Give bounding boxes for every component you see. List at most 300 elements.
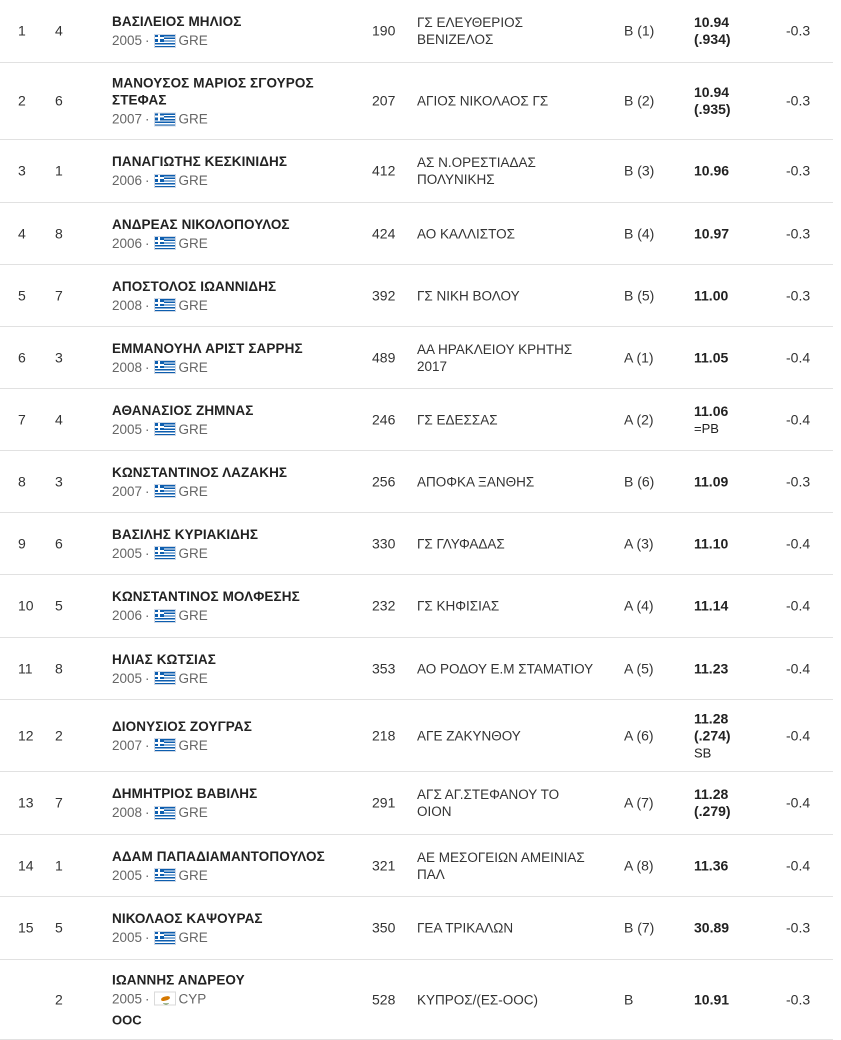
athlete-name-line: ΜΑΝΟΥΣΟΣ ΜΑΡΙΟΣ ΣΓΟΥΡΟΣ bbox=[112, 75, 314, 91]
wind-cell: -0.3 bbox=[786, 919, 811, 936]
country-code: GRE bbox=[178, 670, 208, 686]
greece-flag-icon bbox=[154, 868, 176, 882]
heat-cell: Α (4) bbox=[624, 597, 654, 614]
athlete-meta bbox=[112, 297, 362, 314]
wind-cell: -0.3 bbox=[786, 225, 811, 241]
greece-flag-icon bbox=[154, 174, 176, 188]
mark-cell bbox=[694, 660, 728, 677]
club-name-line: ΑΕ ΜΕΣΟΓΕΙΩΝ ΑΜΕΙΝΙΑΣ bbox=[417, 849, 585, 865]
place-cell: 2 bbox=[18, 92, 26, 109]
mark-line: (.279) bbox=[694, 803, 731, 819]
athlete-cell bbox=[112, 526, 362, 562]
athlete-name-line: ΕΜΜΑΝΟΥΗΛ ΑΡΙΣΤ ΣΑΡΡΗΣ bbox=[112, 340, 303, 356]
lane-cell: 1 bbox=[55, 857, 63, 873]
table-row[interactable] bbox=[0, 451, 833, 513]
athlete-meta bbox=[112, 172, 362, 189]
bib-cell: 321 bbox=[372, 857, 396, 873]
separator-dot: · bbox=[145, 867, 150, 883]
club-cell[interactable] bbox=[417, 154, 612, 188]
mark-note: =PB bbox=[694, 420, 719, 436]
country-code: CYP bbox=[178, 991, 207, 1006]
athlete-meta bbox=[112, 32, 362, 49]
club-cell[interactable] bbox=[417, 920, 612, 937]
club-name-line: ΑΓΙΟΣ ΝΙΚΟΛΑΟΣ ΓΣ bbox=[417, 93, 549, 109]
table-row[interactable] bbox=[0, 513, 833, 575]
mark-cell bbox=[694, 403, 728, 437]
heat-cell: Β (6) bbox=[624, 473, 655, 489]
athlete-meta bbox=[112, 545, 362, 562]
athlete-name-link[interactable] bbox=[112, 402, 362, 419]
athlete-name-line: ΗΛΙΑΣ ΚΩΤΣΙΑΣ bbox=[112, 651, 216, 667]
birth-year: 2005 bbox=[112, 867, 143, 883]
table-row[interactable] bbox=[0, 897, 833, 960]
birth-year: 2005 bbox=[112, 930, 143, 945]
club-name-line: ΑΓΣ ΑΓ.ΣΤΕΦΑΝΟΥ ΤΟ bbox=[417, 787, 560, 802]
mark-cell bbox=[694, 14, 731, 48]
athlete-meta bbox=[112, 804, 362, 821]
country-code: GRE bbox=[178, 483, 208, 499]
separator-dot: · bbox=[145, 33, 150, 48]
country-code: GRE bbox=[178, 545, 208, 561]
athlete-name-line: ΝΙΚΟΛΑΟΣ ΚΑΨΟΥΡΑΣ bbox=[112, 911, 263, 926]
place-cell: 5 bbox=[18, 287, 26, 303]
athlete-cell bbox=[112, 588, 362, 624]
mark-cell bbox=[694, 598, 728, 615]
athlete-name-link[interactable] bbox=[112, 75, 362, 109]
athlete-cell bbox=[112, 848, 362, 884]
separator-dot: · bbox=[145, 483, 150, 499]
country-code: GRE bbox=[178, 235, 208, 251]
club-name-line: ΒΕΝΙΖΕΛΟΣ bbox=[417, 32, 494, 47]
club-name-line: ΚΥΠΡΟΣ/(ΕΣ-ΟΟC) bbox=[417, 992, 538, 1007]
club-cell[interactable] bbox=[417, 225, 612, 242]
club-cell[interactable] bbox=[417, 727, 612, 744]
country-code: GRE bbox=[178, 805, 208, 820]
heat-cell: Β (7) bbox=[624, 919, 655, 936]
club-cell[interactable] bbox=[417, 93, 612, 110]
bib-cell: 424 bbox=[372, 225, 396, 241]
country-code: GRE bbox=[178, 867, 208, 883]
place-cell: 8 bbox=[18, 473, 26, 489]
place-cell: 7 bbox=[18, 411, 26, 427]
separator-dot: · bbox=[145, 111, 150, 127]
club-cell[interactable] bbox=[417, 287, 612, 304]
place-cell: 12 bbox=[18, 727, 34, 743]
place-cell: 14 bbox=[18, 857, 34, 873]
separator-dot: · bbox=[145, 359, 150, 375]
club-name-line: ΑΣ Ν.ΟΡΕΣΤΙΑΔΑΣ bbox=[417, 155, 536, 170]
greece-flag-icon bbox=[154, 112, 176, 126]
table-row[interactable] bbox=[0, 265, 833, 327]
country-code: GRE bbox=[178, 111, 208, 127]
club-name-line: ΓΣ ΝΙΚΗ ΒΟΛΟΥ bbox=[417, 288, 520, 303]
mark-line: 11.09 bbox=[694, 473, 729, 489]
wind-cell: -0.3 bbox=[786, 991, 811, 1007]
birth-year: 2005 bbox=[112, 545, 143, 561]
athlete-meta bbox=[112, 867, 362, 884]
table-row[interactable] bbox=[0, 389, 833, 451]
mark-line: (.935) bbox=[694, 101, 731, 117]
lane-cell: 2 bbox=[55, 727, 63, 743]
birth-year: 2005 bbox=[112, 421, 143, 437]
country-code: GRE bbox=[178, 421, 208, 437]
athlete-cell bbox=[112, 464, 362, 500]
place-cell: 13 bbox=[18, 794, 34, 811]
wind-cell: -0.3 bbox=[786, 92, 811, 109]
club-cell[interactable] bbox=[417, 991, 612, 1008]
athlete-cell bbox=[112, 75, 362, 128]
mark-line: 11.28 bbox=[694, 786, 729, 802]
athlete-name-link[interactable] bbox=[112, 526, 362, 543]
birth-year: 2005 bbox=[112, 33, 143, 48]
heat-cell: Α (2) bbox=[624, 411, 654, 427]
athlete-meta bbox=[112, 421, 362, 438]
birth-year: 2005 bbox=[112, 991, 143, 1006]
bib-cell: 412 bbox=[372, 162, 396, 179]
athlete-cell bbox=[112, 651, 362, 687]
athlete-name-link[interactable] bbox=[112, 971, 362, 988]
heat-cell: Α (7) bbox=[624, 794, 654, 811]
lane-cell: 8 bbox=[55, 660, 63, 676]
athlete-meta bbox=[112, 607, 362, 624]
club-name-line: ΑΟ ΡΟΔΟΥ Ε.Μ ΣΤΑΜΑΤΙΟΥ bbox=[417, 661, 594, 676]
athlete-name-link[interactable] bbox=[112, 340, 362, 357]
place-cell: 6 bbox=[18, 349, 26, 365]
lane-cell: 1 bbox=[55, 162, 63, 179]
athlete-name-link[interactable] bbox=[112, 651, 362, 668]
athlete-name-link[interactable] bbox=[112, 910, 362, 927]
wind-cell: -0.3 bbox=[786, 287, 811, 303]
greece-flag-icon bbox=[154, 360, 176, 374]
separator-dot: · bbox=[145, 608, 150, 623]
greece-flag-icon bbox=[154, 484, 176, 498]
mark-line: 11.00 bbox=[694, 287, 729, 303]
birth-year: 2008 bbox=[112, 297, 143, 313]
place-cell: 11 bbox=[18, 660, 33, 676]
athlete-cell bbox=[112, 13, 362, 49]
table-row[interactable] bbox=[0, 700, 833, 772]
club-cell[interactable] bbox=[417, 14, 612, 48]
athlete-cell bbox=[112, 718, 362, 754]
birth-year: 2005 bbox=[112, 670, 143, 686]
club-cell[interactable] bbox=[417, 598, 612, 615]
club-name-line: ΠΟΛΥΝΙΚΗΣ bbox=[417, 172, 495, 187]
athlete-name-link[interactable] bbox=[112, 216, 362, 233]
table-row[interactable] bbox=[0, 835, 833, 897]
birth-year: 2008 bbox=[112, 805, 143, 820]
country-code: GRE bbox=[178, 608, 208, 623]
mark-line: 11.05 bbox=[694, 349, 729, 365]
country-code: GRE bbox=[178, 297, 208, 313]
birth-year: 2007 bbox=[112, 111, 143, 127]
mark-cell bbox=[694, 710, 731, 761]
club-name-line: ΟΙΟΝ bbox=[417, 804, 452, 819]
bib-cell: 256 bbox=[372, 473, 396, 489]
separator-dot: · bbox=[145, 930, 150, 945]
club-name-line: ΠΑΛ bbox=[417, 866, 445, 882]
mark-cell bbox=[694, 991, 729, 1008]
club-name-line: ΓΣ ΚΗΦΙΣΙΑΣ bbox=[417, 598, 500, 614]
wind-cell: -0.4 bbox=[786, 857, 811, 873]
athlete-name-line: ΠΑΝΑΓΙΩΤΗΣ ΚΕΣΚΙΝΙΔΗΣ bbox=[112, 154, 288, 169]
heat-cell: Α (3) bbox=[624, 535, 654, 551]
wind-cell: -0.4 bbox=[786, 535, 811, 551]
athlete-name-line: ΒΑΣΙΛΕΙΟΣ ΜΗΛΙΟΣ bbox=[112, 14, 242, 29]
table-row[interactable] bbox=[0, 0, 833, 63]
club-name-line: ΓΕΑ ΤΡΙΚΑΛΩΝ bbox=[417, 920, 514, 936]
athlete-cell bbox=[112, 971, 362, 1028]
mark-line: 10.96 bbox=[694, 162, 730, 179]
athlete-name-line: ΚΩΝΣΤΑΝΤΙΝΟΣ ΜΟΛΦΕΣΗΣ bbox=[112, 589, 300, 604]
heat-cell: Α (6) bbox=[624, 727, 654, 743]
country-code: GRE bbox=[178, 737, 208, 753]
mark-cell bbox=[694, 473, 728, 490]
mark-cell bbox=[694, 349, 728, 366]
lane-cell: 5 bbox=[55, 597, 63, 614]
wind-cell: -0.4 bbox=[786, 597, 811, 614]
greece-flag-icon bbox=[154, 34, 176, 48]
separator-dot: · bbox=[145, 805, 150, 820]
bib-cell: 350 bbox=[372, 919, 396, 936]
club-cell[interactable] bbox=[417, 786, 612, 820]
separator-dot: · bbox=[145, 737, 150, 753]
bib-cell: 190 bbox=[372, 22, 396, 39]
mark-note: SB bbox=[694, 745, 712, 760]
athlete-name-line: ΔΙΟΝΥΣΙΟΣ ΖΟΥΓΡΑΣ bbox=[112, 718, 252, 734]
bib-cell: 489 bbox=[372, 349, 396, 365]
mark-cell bbox=[694, 857, 728, 874]
athlete-cell bbox=[112, 785, 362, 821]
country-code: GRE bbox=[178, 359, 208, 375]
athlete-meta bbox=[112, 737, 362, 754]
club-name-line: ΑΟ ΚΑΛΛΙΣΤΟΣ bbox=[417, 226, 515, 241]
mark-line: 10.91 bbox=[694, 991, 730, 1007]
bib-cell: 353 bbox=[372, 660, 396, 676]
heat-cell: Β (3) bbox=[624, 162, 655, 179]
place-cell: 1 bbox=[18, 22, 26, 39]
athlete-name-line: ΣΤΕΦΑΣ bbox=[112, 92, 167, 108]
country-code: GRE bbox=[178, 33, 208, 48]
mark-line: 11.36 bbox=[694, 857, 729, 873]
athlete-meta bbox=[112, 235, 362, 252]
heat-cell: Β bbox=[624, 991, 634, 1007]
table-row[interactable] bbox=[0, 140, 833, 203]
bib-cell: 291 bbox=[372, 794, 396, 811]
mark-line: 30.89 bbox=[694, 919, 730, 936]
greece-flag-icon bbox=[154, 671, 176, 685]
club-name-line: ΓΣ ΕΔΕΣΣΑΣ bbox=[417, 412, 498, 427]
table-row[interactable] bbox=[0, 960, 833, 1040]
athlete-name-link[interactable] bbox=[112, 848, 362, 865]
athlete-cell bbox=[112, 278, 362, 314]
club-cell[interactable] bbox=[417, 473, 612, 490]
mark-line: (.274) bbox=[694, 727, 731, 743]
club-cell[interactable] bbox=[417, 341, 612, 375]
mark-line: 11.10 bbox=[694, 535, 729, 551]
athlete-name-line: ΑΔΑΜ ΠΑΠΑΔΙΑΜΑΝΤΟΠΟΥΛΟΣ bbox=[112, 848, 325, 864]
mark-line: 11.23 bbox=[694, 660, 729, 676]
athlete-cell bbox=[112, 216, 362, 252]
table-row[interactable] bbox=[0, 203, 833, 265]
bib-cell: 218 bbox=[372, 727, 396, 743]
birth-year: 2006 bbox=[112, 173, 143, 188]
place-cell: 3 bbox=[18, 162, 26, 179]
mark-line: 10.94 bbox=[694, 14, 730, 30]
athlete-name-link[interactable] bbox=[112, 588, 362, 605]
lane-cell: 5 bbox=[55, 919, 63, 936]
athlete-name-line: ΒΑΣΙΛΗΣ ΚΥΡΙΑΚΙΔΗΣ bbox=[112, 526, 259, 542]
mark-line: 11.06 bbox=[694, 402, 729, 419]
place-cell: 15 bbox=[18, 919, 34, 936]
athlete-cell bbox=[112, 910, 362, 946]
club-name-line: ΓΣ ΓΛΥΦΑΔΑΣ bbox=[417, 536, 505, 551]
separator-dot: · bbox=[145, 173, 150, 188]
wind-cell: -0.3 bbox=[786, 22, 811, 39]
club-cell[interactable] bbox=[417, 660, 612, 677]
bib-cell: 232 bbox=[372, 597, 396, 614]
club-cell[interactable] bbox=[417, 411, 612, 428]
mark-cell bbox=[694, 225, 729, 242]
bib-cell: 330 bbox=[372, 535, 396, 551]
place-cell: 4 bbox=[18, 225, 26, 241]
table-row[interactable] bbox=[0, 327, 833, 389]
lane-cell: 7 bbox=[55, 794, 63, 811]
lane-cell: 3 bbox=[55, 349, 63, 365]
athlete-name-link[interactable] bbox=[112, 278, 362, 295]
athlete-name-link[interactable] bbox=[112, 153, 362, 170]
bib-cell: 392 bbox=[372, 287, 396, 303]
athlete-name-line: ΑΠΟΣΤΟΛΟΣ ΙΩΑΝΝΙΔΗΣ bbox=[112, 278, 277, 294]
heat-cell: Β (4) bbox=[624, 225, 655, 241]
lane-cell: 4 bbox=[55, 411, 63, 427]
athlete-name-line: ΑΝΔΡΕΑΣ ΝΙΚΟΛΟΠΟΥΛΟΣ bbox=[112, 216, 290, 232]
athlete-meta bbox=[112, 929, 362, 946]
heat-cell: Α (1) bbox=[624, 349, 654, 365]
lane-cell: 3 bbox=[55, 473, 63, 489]
bib-cell: 528 bbox=[372, 991, 396, 1007]
athlete-meta bbox=[112, 670, 362, 687]
athlete-name-link[interactable] bbox=[112, 718, 362, 735]
wind-cell: -0.4 bbox=[786, 727, 811, 743]
separator-dot: · bbox=[145, 991, 150, 1006]
country-code: GRE bbox=[178, 173, 208, 188]
athlete-meta bbox=[112, 990, 362, 1007]
mark-line: 10.97 bbox=[694, 225, 730, 241]
birth-year: 2007 bbox=[112, 737, 143, 753]
bib-cell: 246 bbox=[372, 411, 396, 427]
lane-cell: 6 bbox=[55, 535, 63, 551]
separator-dot: · bbox=[145, 670, 150, 686]
wind-cell: -0.4 bbox=[786, 411, 811, 427]
bib-cell: 207 bbox=[372, 92, 396, 109]
greece-flag-icon bbox=[154, 806, 176, 820]
separator-dot: · bbox=[145, 421, 150, 437]
athlete-name-link[interactable] bbox=[112, 13, 362, 30]
wind-cell: -0.3 bbox=[786, 162, 811, 179]
mark-cell bbox=[694, 786, 731, 820]
athlete-name-link[interactable] bbox=[112, 464, 362, 481]
birth-year: 2006 bbox=[112, 608, 143, 623]
lane-cell: 8 bbox=[55, 225, 63, 241]
table-row[interactable] bbox=[0, 772, 833, 835]
club-name-line: ΑΠΟΦΚΑ ΞΑΝΘΗΣ bbox=[417, 474, 535, 489]
ooc-badge: OOC bbox=[112, 1012, 142, 1027]
greece-flag-icon bbox=[154, 931, 176, 945]
heat-cell: Α (5) bbox=[624, 660, 654, 676]
place-cell: 9 bbox=[18, 535, 26, 551]
club-name-line: ΓΣ ΕΛΕΥΘΕΡΙΟΣ bbox=[417, 15, 523, 30]
club-cell[interactable] bbox=[417, 535, 612, 552]
lane-cell: 7 bbox=[55, 287, 63, 303]
greece-flag-icon bbox=[154, 738, 176, 752]
country-code: GRE bbox=[178, 930, 208, 945]
athlete-cell bbox=[112, 402, 362, 438]
athlete-name-line: ΑΘΑΝΑΣΙΟΣ ΖΗΜΝΑΣ bbox=[112, 402, 254, 418]
cyprus-flag-icon bbox=[154, 992, 176, 1006]
greece-flag-icon bbox=[154, 236, 176, 250]
athlete-name-link[interactable] bbox=[112, 785, 362, 802]
greece-flag-icon bbox=[154, 546, 176, 560]
greece-flag-icon bbox=[154, 422, 176, 436]
mark-cell bbox=[694, 84, 731, 118]
birth-year: 2008 bbox=[112, 359, 143, 375]
athlete-cell bbox=[112, 153, 362, 189]
place-cell: 10 bbox=[18, 597, 34, 614]
heat-cell: Β (1) bbox=[624, 22, 655, 39]
table-row[interactable] bbox=[0, 63, 833, 140]
wind-cell: -0.4 bbox=[786, 349, 811, 365]
mark-cell bbox=[694, 920, 729, 937]
mark-line: 11.28 bbox=[694, 710, 729, 726]
athlete-meta bbox=[112, 483, 362, 500]
athlete-cell bbox=[112, 340, 362, 376]
club-name-line: 2017 bbox=[417, 358, 448, 374]
heat-cell: Β (2) bbox=[624, 92, 655, 109]
athlete-meta bbox=[112, 111, 362, 128]
birth-year: 2007 bbox=[112, 483, 143, 499]
mark-line: (.934) bbox=[694, 31, 731, 47]
wind-cell: -0.4 bbox=[786, 794, 811, 811]
club-cell[interactable] bbox=[417, 849, 612, 883]
greece-flag-icon bbox=[154, 298, 176, 312]
table-row[interactable] bbox=[0, 638, 833, 700]
lane-cell: 6 bbox=[55, 92, 63, 109]
heat-cell: Β (5) bbox=[624, 287, 655, 303]
club-name-line: ΑΑ ΗΡΑΚΛΕΙΟΥ ΚΡΗΤΗΣ bbox=[417, 341, 573, 357]
separator-dot: · bbox=[145, 297, 150, 313]
athlete-name-line: ΙΩΑΝΝΗΣ ΑΝΔΡΕΟΥ bbox=[112, 972, 245, 987]
table-row[interactable] bbox=[0, 575, 833, 638]
athlete-name-line: ΔΗΜΗΤΡΙΟΣ ΒΑΒΙΛΗΣ bbox=[112, 786, 258, 801]
wind-cell: -0.3 bbox=[786, 473, 811, 489]
mark-cell bbox=[694, 535, 728, 552]
separator-dot: · bbox=[145, 545, 150, 561]
club-name-line: ΑΓΕ ΖΑΚΥΝΘΟΥ bbox=[417, 728, 521, 743]
wind-cell: -0.4 bbox=[786, 660, 811, 676]
birth-year: 2006 bbox=[112, 235, 143, 251]
mark-line: 11.14 bbox=[694, 597, 729, 614]
athlete-name-line: ΚΩΝΣΤΑΝΤΙΝΟΣ ΛΑΖΑΚΗΣ bbox=[112, 464, 288, 480]
athlete-meta bbox=[112, 359, 362, 376]
heat-cell: Α (8) bbox=[624, 857, 654, 873]
mark-line: 10.94 bbox=[694, 84, 730, 100]
mark-cell bbox=[694, 163, 729, 180]
lane-cell: 2 bbox=[55, 991, 63, 1007]
greece-flag-icon bbox=[154, 609, 176, 623]
mark-cell bbox=[694, 287, 728, 304]
lane-cell: 4 bbox=[55, 22, 63, 39]
separator-dot: · bbox=[145, 235, 150, 251]
